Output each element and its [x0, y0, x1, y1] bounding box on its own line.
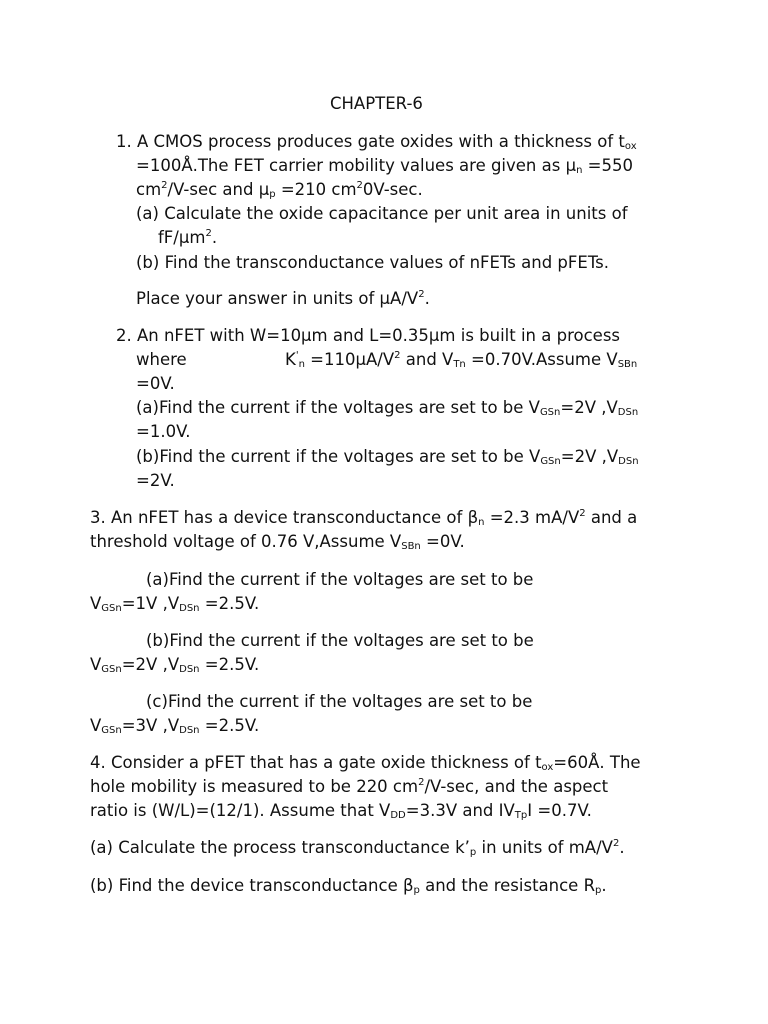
q2-part-b-cont: =2V. — [136, 471, 175, 490]
q2-part-a-cont: =1.0V. — [136, 422, 191, 441]
q3-part-c-cont: $V_{GSn}=3V$ $,V_{DSn} =2.5V$. — [90, 716, 260, 736]
q3-part-a-cont: $V_{GSn}=1V$ $,V_{DSn} =2.5V$. — [90, 594, 260, 614]
q4-part-b: (b) Find the device transconductance $\beta_p$ and the resistance $R_p$. — [90, 876, 607, 896]
q2-line-1: 2. An nFET with W=10μm and L=0.35μm is built in a process — [116, 326, 621, 345]
q2-line-2-where: where — [136, 350, 187, 369]
q1-line-1: 1. A CMOS process produces gate oxides with a thickness of $t_{ox}$ — [116, 132, 637, 152]
q4-part-a: (a) Calculate the process transconductance $k’_p$ in units of $mA/V^2$. — [90, 838, 625, 858]
q3-line-2: threshold voltage of 0.76 V,Assume $V_{SBn} =0V$. — [90, 532, 465, 552]
q2-line-2-params: $K'_n =110\mu A/V^2$ and $V_{Tn}$ =0.70V.Assume $V_{SBn}$ — [285, 350, 638, 370]
q3-part-b: (b)Find the current if the voltages are set to be — [146, 631, 534, 650]
chapter-title: CHAPTER-6 — [330, 94, 423, 113]
q3-line-1: 3. An nFET has a device transconductance of $\beta_n =2.3$ $mA/V^2$ and a — [90, 508, 638, 528]
q1-line-3: $cm^2/V-\sec$ and $\mu_p =210$ $cm^20V-\sec$. — [136, 180, 423, 200]
q1-part-a-units: $fF/\mu m^2$. — [158, 228, 218, 247]
q2-line-3: =0V. — [136, 374, 175, 393]
q1-line-2: =100Å.The FET carrier mobility values are given as $\mu_n =550$ — [136, 156, 634, 176]
q4-line-1: 4. Consider a pFET that has a gate oxide thickness of $t_{ox}=60Å$. The — [90, 753, 641, 773]
q4-line-3: ratio is (W/L)=(12/1). Assume that $V_{DD}=3.3V$ and $IV_{Tp}I =0.7V$. — [90, 801, 592, 821]
q1-part-b: (b) Find the transconductance values of nFETs and pFETs. — [136, 253, 610, 272]
q3-part-b-cont: $V_{GSn}=2V$ $,V_{DSn} =2.5V$. — [90, 655, 260, 675]
q3-part-a: (a)Find the current if the voltages are set to be — [146, 570, 534, 589]
q4-line-2: hole mobility is measured to be 220 $cm^2/V-\sec$, and the aspect — [90, 777, 609, 796]
q3-part-c: (c)Find the current if the voltages are set to be — [146, 692, 533, 711]
q2-part-a: (a)Find the current if the voltages are set to be $V_{GSn}=2V$ $,V_{DSn}$ — [136, 398, 639, 418]
q1-part-a: (a) Calculate the oxide capacitance per unit area in units of — [136, 204, 628, 223]
q1-answer-units: Place your answer in units of $\mu A/V^2$. — [136, 289, 430, 308]
q2-part-b: (b)Find the current if the voltages are set to be $V_{GSn}=2V$ $,V_{DSn}$ — [136, 447, 639, 467]
